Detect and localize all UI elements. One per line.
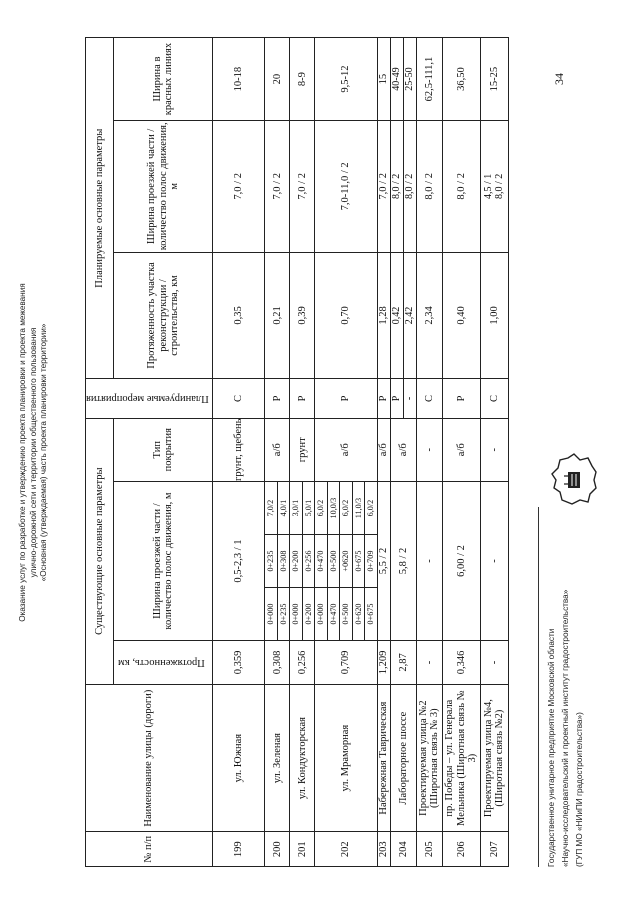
cell-red: 36,50 bbox=[442, 38, 480, 121]
cell-length: 0,709 bbox=[315, 641, 378, 685]
header-line-2: улично-дорожной сети и территории общественного пользования bbox=[28, 327, 38, 578]
cell-width: - bbox=[480, 481, 508, 640]
footer-line-3: (ГУП МО «НИиПИ градостроительства») bbox=[575, 712, 584, 867]
document-header bbox=[18, 0, 50, 905]
cell-cover: а/б bbox=[315, 418, 378, 481]
cell-name: Лабораторное шоссе bbox=[390, 684, 416, 832]
cell-num: 202 bbox=[315, 832, 378, 867]
cell-name: пр. Победы – ул. Генерала Мельника (Широтная связь № 3) bbox=[442, 684, 480, 832]
cell-plan-width: 7,0 / 2 bbox=[213, 121, 265, 252]
cell-name: ул. Мраморная bbox=[315, 684, 378, 832]
footer-line-2: «Научно-исследовательский и проектный институт градостроительства» bbox=[561, 589, 570, 867]
moscow-region-map-logo-icon bbox=[548, 452, 600, 510]
cell-width-sub: 0+000 0+235 7,0/2 0+235 0+308 4,0/1 bbox=[265, 481, 290, 640]
table-row bbox=[390, 38, 416, 867]
cell-plan-width: 7,0 / 2 bbox=[377, 121, 390, 252]
cell-length: - bbox=[416, 641, 442, 685]
cell-length: - bbox=[480, 641, 508, 685]
table-row bbox=[416, 38, 442, 867]
cell-plan-width-sub: 4,5 / 1 8,0 / 2 bbox=[480, 121, 508, 252]
cell-name: ул. Кондукторская bbox=[290, 684, 315, 832]
cell-measure: Р bbox=[377, 379, 390, 418]
cell-plan-width: 7,0 / 2 bbox=[290, 121, 315, 252]
cell-plan-length-sub: 0,42 2,42 bbox=[390, 252, 416, 379]
header-width-existing: Ширина проезжей части / количество полос движения, м bbox=[114, 481, 213, 640]
header-red-lines: Ширина в красных линиях bbox=[114, 38, 213, 121]
cell-red: 15-25 bbox=[480, 38, 508, 121]
table-row bbox=[265, 38, 290, 867]
table-row bbox=[442, 38, 480, 867]
cell-num: 200 bbox=[265, 832, 290, 867]
cell-width-sub: 0+000 0+470 6,0/2 0+470 0+500 10,0/3 0+500 +0620 6,0/2 0+620 0+675 11,0/3 0+675 0+709 6,0/2 bbox=[315, 481, 378, 640]
cell-width: 0,5-2,3 / 1 bbox=[213, 481, 265, 640]
cell-plan-length: 0,70 bbox=[315, 252, 378, 379]
cell-red: 62,5-111,1 bbox=[416, 38, 442, 121]
page-number: 34 bbox=[552, 73, 566, 85]
cell-measure: Р bbox=[315, 379, 378, 418]
cell-name: Проектируемая улица №2 (Широтная связь № 3) bbox=[416, 684, 442, 832]
cell-length: 0,256 bbox=[290, 641, 315, 685]
table-row bbox=[290, 38, 315, 867]
cell-cover: - bbox=[416, 418, 442, 481]
cell-length: 1,209 bbox=[377, 641, 390, 685]
cell-name: Набережная Таврическая bbox=[377, 684, 390, 832]
cell-cover: грунт, щебень bbox=[213, 418, 265, 481]
cell-num: 199 bbox=[213, 832, 265, 867]
cell-plan-width: 8,0 / 2 bbox=[416, 121, 442, 252]
cell-name: ул. Южная bbox=[213, 684, 265, 832]
table-row bbox=[315, 38, 378, 867]
cell-plan-width: 7,0-11,0 / 2 bbox=[315, 121, 378, 252]
cell-plan-length: 0,39 bbox=[290, 252, 315, 379]
cell-measure: Р bbox=[265, 379, 290, 418]
cell-cover: а/б bbox=[377, 418, 390, 481]
cell-red: 15 bbox=[377, 38, 390, 121]
cell-cover: а/б bbox=[390, 418, 416, 481]
cell-red: 10-18 bbox=[213, 38, 265, 121]
cell-num: 203 bbox=[377, 832, 390, 867]
cell-length: 0,346 bbox=[442, 641, 480, 685]
footer-divider bbox=[538, 507, 539, 867]
cell-red-sub: 40-49 25-50 bbox=[390, 38, 416, 121]
cell-cover: грунт bbox=[290, 418, 315, 481]
cell-measure: С bbox=[480, 379, 508, 418]
cell-width: 6,00 / 2 bbox=[442, 481, 480, 640]
cell-measure: С bbox=[416, 379, 442, 418]
cell-plan-length: 0,21 bbox=[265, 252, 290, 379]
cell-plan-width: 7,0 / 2 bbox=[265, 121, 290, 252]
header-num: № п/п bbox=[86, 832, 213, 867]
cell-num: 201 bbox=[290, 832, 315, 867]
header-line-3: «Основная (утверждаемая) часть проекта планировки территории» bbox=[39, 323, 48, 582]
header-measures: Планируемые мероприятия bbox=[86, 379, 213, 418]
cell-measure: С bbox=[213, 379, 265, 418]
cell-length: 0,359 bbox=[213, 641, 265, 685]
cell-length: 0,308 bbox=[265, 641, 290, 685]
header-length: Протяженность, км bbox=[114, 641, 213, 685]
footer-line-1: Государственное унитарное предприятие Московской области bbox=[547, 628, 556, 867]
cell-cover: а/б bbox=[265, 418, 290, 481]
cell-length: 2,87 bbox=[390, 641, 416, 685]
cell-plan-length: 1,00 bbox=[480, 252, 508, 379]
cell-red: 9,5-12 bbox=[315, 38, 378, 121]
cell-measure-sub: Р - bbox=[390, 379, 416, 418]
header-plan-length: Протяженность участка реконструкции / строительства, км bbox=[114, 252, 213, 379]
cell-cover: - bbox=[480, 418, 508, 481]
roads-parameters-table bbox=[85, 37, 509, 867]
header-line-1: Оказание услуг по разработке и утверждению проекта планировки и проекта межевания bbox=[18, 283, 27, 622]
cell-plan-width-sub: 8,0 / 2 8,0 / 2 bbox=[390, 121, 416, 252]
cell-plan-length: 0,35 bbox=[213, 252, 265, 379]
cell-plan-width: 8,0 / 2 bbox=[442, 121, 480, 252]
header-cover: Тип покрытия bbox=[114, 418, 213, 481]
cell-measure: Р bbox=[290, 379, 315, 418]
footer-organization bbox=[545, 590, 587, 867]
cell-red: 20 bbox=[265, 38, 290, 121]
cell-name: Проектируемая улица №4, (Широтная связь №2) bbox=[480, 684, 508, 832]
cell-plan-length: 1,28 bbox=[377, 252, 390, 379]
cell-name: ул. Зеленая bbox=[265, 684, 290, 832]
cell-red: 8-9 bbox=[290, 38, 315, 121]
header-name: Наименование улицы (дороги) bbox=[86, 684, 213, 832]
cell-cover: а/б bbox=[442, 418, 480, 481]
cell-width-sub: 0+000 0+200 3,0/1 0+200 0+256 5,0/1 bbox=[290, 481, 315, 640]
header-existing-group: Существующие основные параметры bbox=[86, 418, 114, 684]
cell-num: 205 bbox=[416, 832, 442, 867]
table-row bbox=[377, 38, 390, 867]
header-plan-width: Ширина проезжей части / количество полос движения, м bbox=[114, 121, 213, 252]
header-planned-group: Планируемые основные параметры bbox=[86, 38, 114, 379]
cell-plan-length: 0,40 bbox=[442, 252, 480, 379]
cell-num: 204 bbox=[390, 832, 416, 867]
cell-num: 207 bbox=[480, 832, 508, 867]
table-row bbox=[213, 38, 265, 867]
cell-width: 5,8 / 2 bbox=[390, 481, 416, 640]
cell-plan-length: 2,34 bbox=[416, 252, 442, 379]
cell-width: - bbox=[416, 481, 442, 640]
cell-num: 206 bbox=[442, 832, 480, 867]
cell-measure: Р bbox=[442, 379, 480, 418]
table-row bbox=[480, 38, 508, 867]
cell-width: 5,5 / 2 bbox=[377, 481, 390, 640]
